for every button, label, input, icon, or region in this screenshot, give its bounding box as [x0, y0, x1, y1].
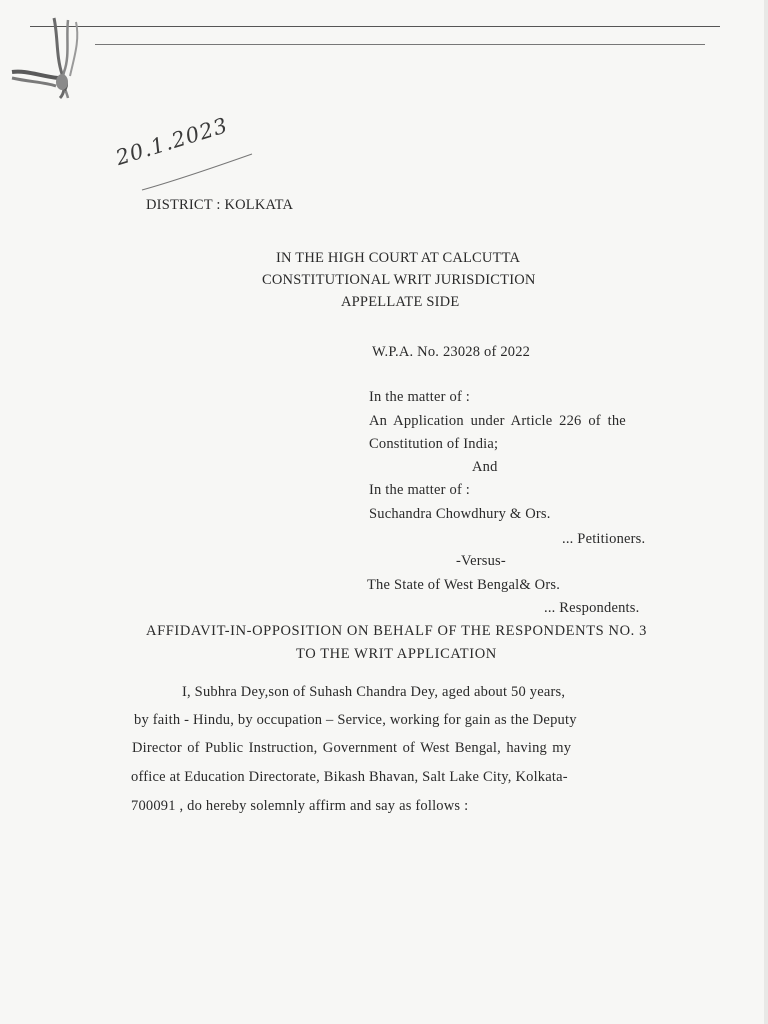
- scan-edge: [764, 0, 768, 1024]
- versus: -Versus-: [456, 553, 506, 569]
- respondent-name: The State of West Bengal& Ors.: [367, 577, 561, 593]
- top-rule: [30, 26, 720, 27]
- file-tag-icon: [6, 16, 98, 100]
- petitioners-label: ... Petitioners.: [562, 531, 646, 547]
- body-line-3: Director of Public Instruction, Government of West Bengal, having my: [132, 740, 572, 756]
- matter-line-2: An Application under Article 226 of the: [369, 413, 626, 429]
- matter-line-1: In the matter of :: [369, 389, 471, 405]
- matter-and: And: [472, 459, 498, 475]
- side: APPELLATE SIDE: [341, 294, 460, 310]
- top-rule-secondary: [95, 44, 705, 45]
- body-line-1: I, Subhra Dey,son of Suhash Chandra Dey, aged about 50 years,: [182, 684, 566, 700]
- petitioner-name: Suchandra Chowdhury & Ors.: [369, 506, 551, 522]
- body-line-4: office at Education Directorate, Bikash Bhavan, Salt Lake City, Kolkata-: [131, 769, 568, 785]
- affidavit-title-1: AFFIDAVIT-IN-OPPOSITION ON BEHALF OF THE RESPONDENTS NO. 3: [146, 623, 647, 639]
- district-label: DISTRICT : KOLKATA: [146, 197, 294, 213]
- court-name: IN THE HIGH COURT AT CALCUTTA: [276, 250, 521, 266]
- jurisdiction: CONSTITUTIONAL WRIT JURISDICTION: [262, 272, 536, 288]
- respondents-label: ... Respondents.: [544, 600, 640, 616]
- body-line-5: 700091 , do hereby solemnly affirm and say as follows :: [131, 798, 469, 814]
- matter-line-4: In the matter of :: [369, 482, 471, 498]
- matter-line-3: Constitution of India;: [369, 436, 499, 452]
- handwritten-date: 20.1.2023: [112, 113, 231, 170]
- affidavit-title-2: TO THE WRIT APPLICATION: [296, 646, 497, 662]
- body-line-2: by faith - Hindu, by occupation – Service, working for gain as the Deputy: [134, 712, 577, 728]
- date-underline: [138, 150, 258, 200]
- case-number: W.P.A. No. 23028 of 2022: [372, 344, 531, 360]
